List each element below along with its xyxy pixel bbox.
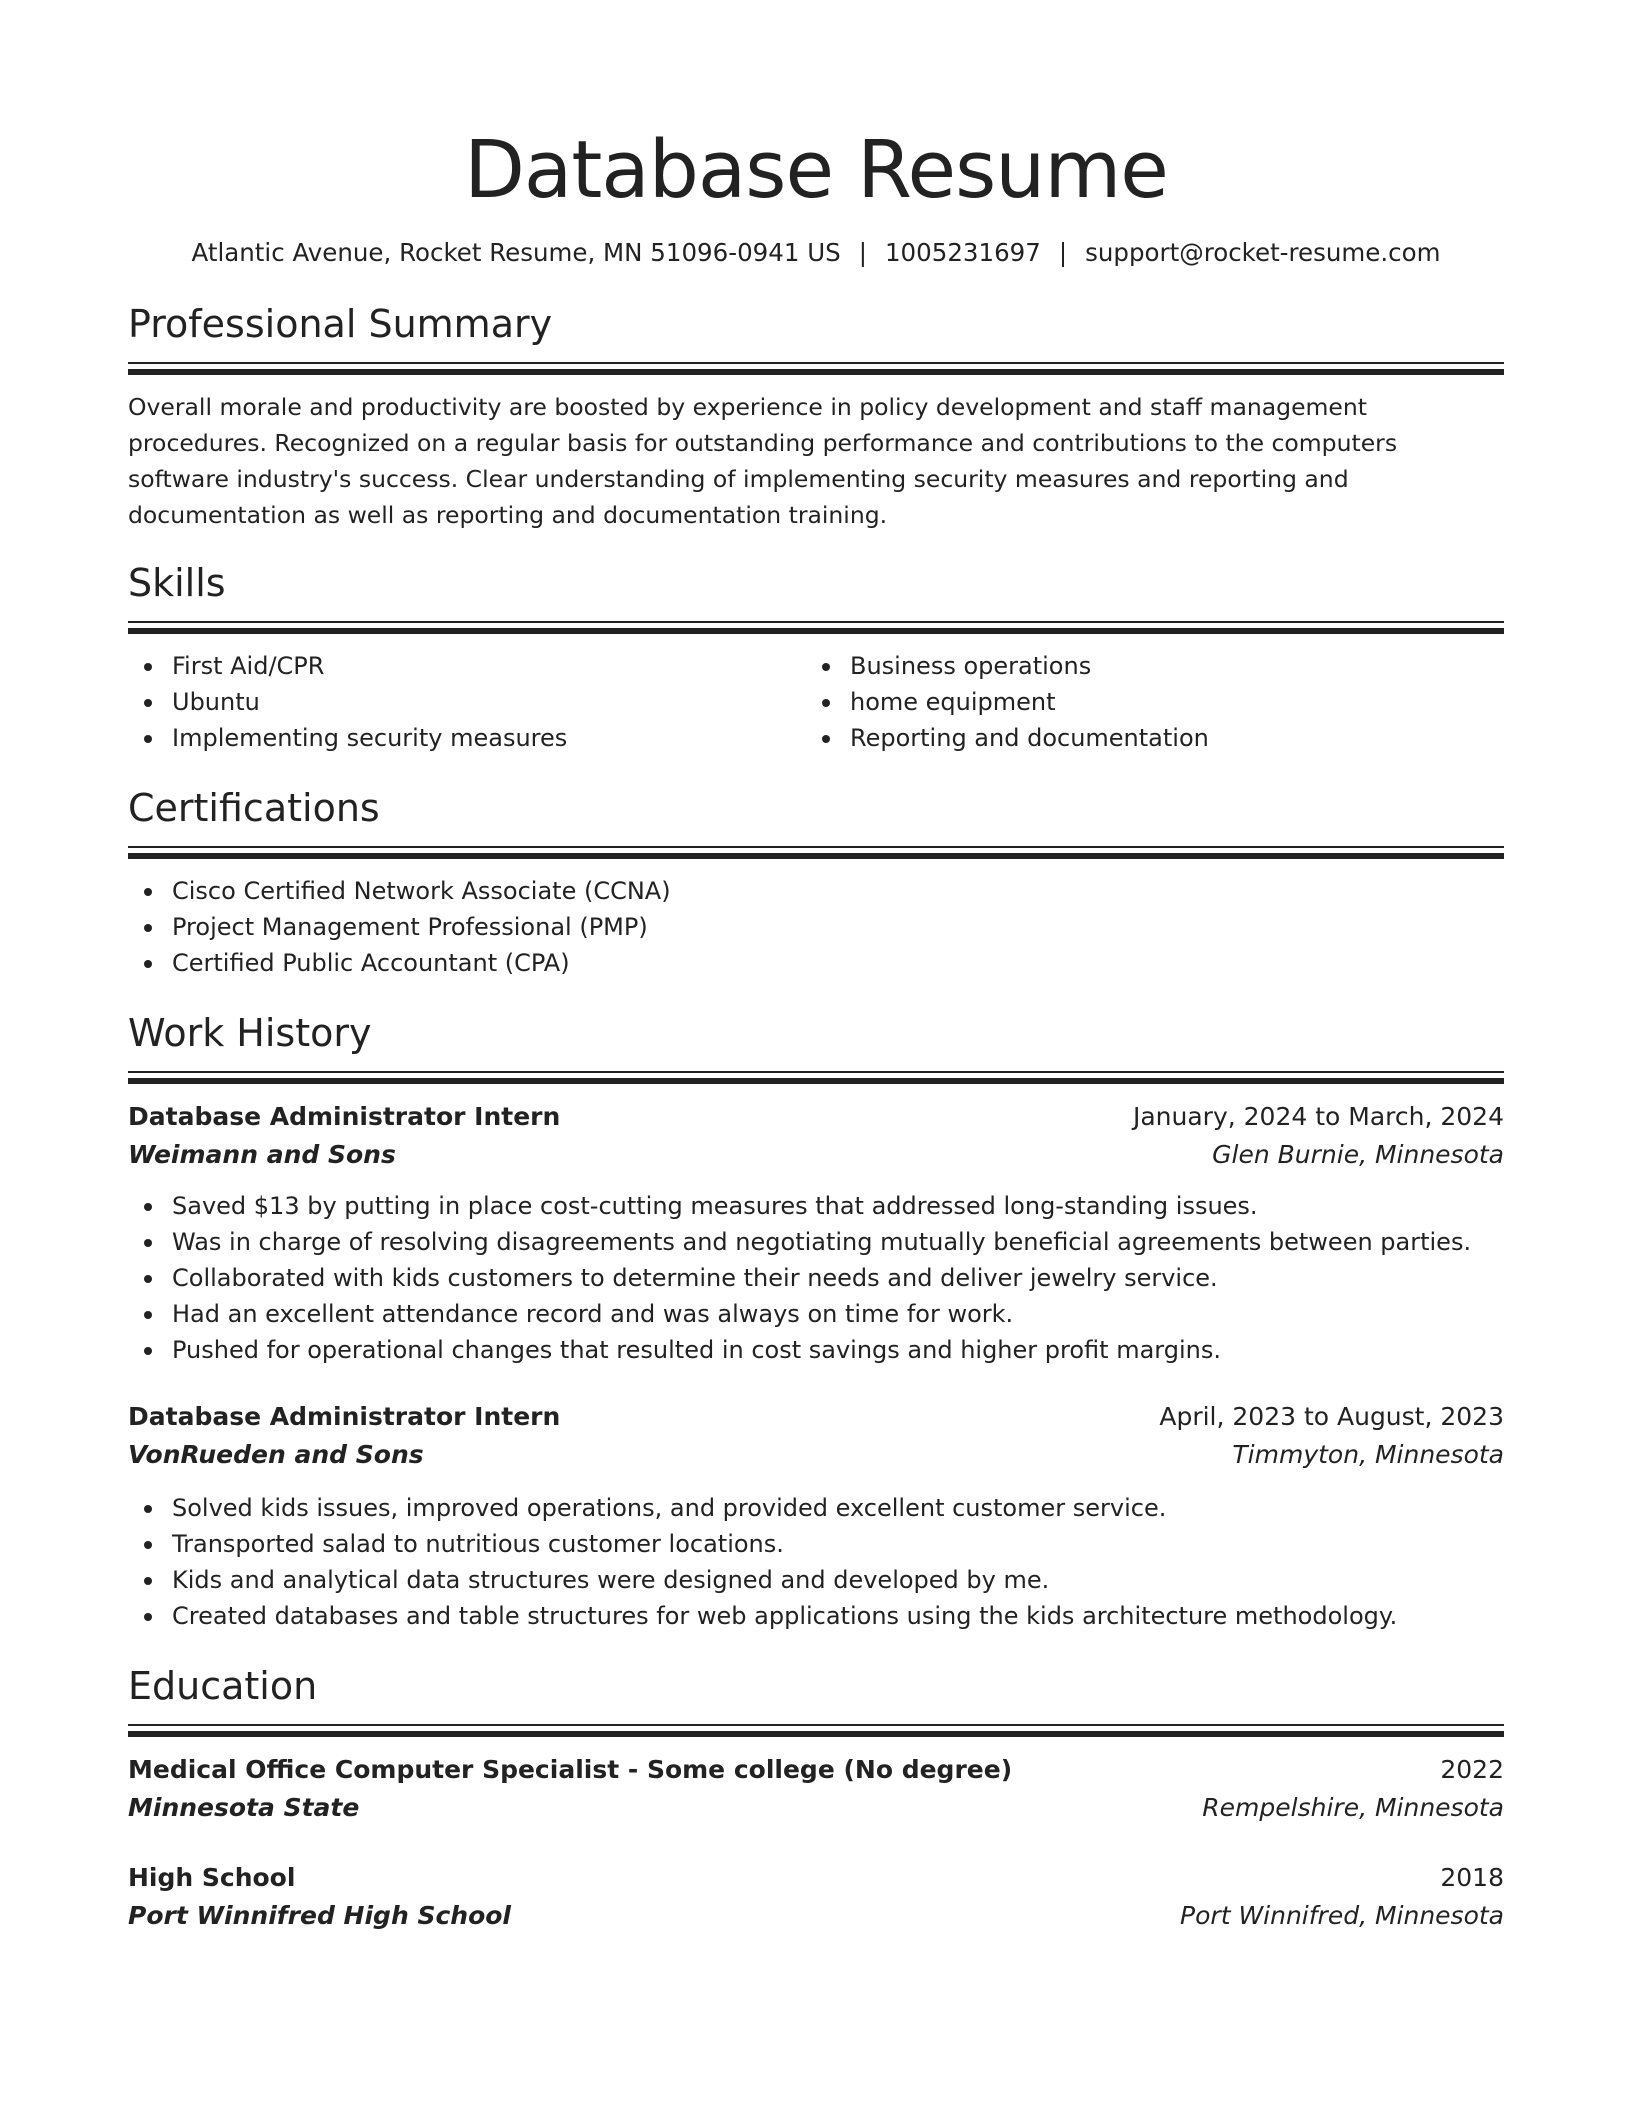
job-header-row [128, 1098, 1504, 1136]
education-degree: Medical Office Computer Specialist - Some college (No degree) [128, 1755, 1013, 1784]
education-school: Minnesota State [128, 1793, 360, 1822]
section-title-summary: Professional Summary [128, 302, 553, 346]
contact-phone: 1005231697 [884, 238, 1041, 267]
contact-email: support@rocket-resume.com [1085, 238, 1441, 267]
education-header-row [128, 1859, 1504, 1897]
education-year: 2022 [1440, 1755, 1504, 1784]
section-title-skills: Skills [128, 561, 226, 605]
job-entry [128, 1398, 1504, 1634]
education-school-row [128, 1789, 1504, 1827]
skill-item: Implementing security measures [128, 720, 806, 756]
job-bullet: Saved $13 by putting in place cost-cutting measures that addressed long-standing issues. [128, 1188, 1504, 1224]
skill-item: First Aid/CPR [128, 648, 806, 684]
job-bullets [128, 1188, 1504, 1368]
job-company: Weimann and Sons [128, 1140, 396, 1169]
education-header-row [128, 1751, 1504, 1789]
job-title: Database Administrator Intern [128, 1102, 561, 1131]
contact-address: Atlantic Avenue, Rocket Resume, MN 51096-0941 US [191, 238, 841, 267]
summary-text: Overall morale and productivity are boosted by experience in policy development and staff management procedures. Recognized on a regular basis for outstanding performance and contributions to the computers software industry's success. Clear understanding of implementing security measures and reporting and documentation as well as reporting and documentation training. [128, 393, 1398, 529]
section-divider [128, 846, 1504, 859]
skills-section [128, 561, 1504, 756]
job-bullets [128, 1490, 1504, 1634]
job-title: Database Administrator Intern [128, 1402, 561, 1431]
section-divider [128, 362, 1504, 375]
education-school: Port Winnifred High School [128, 1901, 511, 1930]
section-title-work-history: Work History [128, 1011, 372, 1055]
job-entry [128, 1098, 1504, 1368]
education-location: Port Winnifred, Minnesota [1180, 1901, 1504, 1930]
education-entry [128, 1751, 1504, 1827]
education-school-row [128, 1897, 1504, 1935]
skills-list-left [128, 648, 806, 756]
education-location: Rempelshire, Minnesota [1202, 1793, 1504, 1822]
skill-item: Ubuntu [128, 684, 806, 720]
job-dates: January, 2024 to March, 2024 [1132, 1102, 1504, 1131]
education-year: 2018 [1440, 1863, 1504, 1892]
job-bullet: Collaborated with kids customers to determine their needs and deliver jewelry service. [128, 1260, 1504, 1296]
contact-separator: | [858, 238, 867, 267]
contact-line [128, 238, 1504, 268]
education-entry [128, 1859, 1504, 1935]
skill-item: Business operations [806, 648, 1484, 684]
contact-separator: | [1058, 238, 1068, 267]
skills-grid [128, 648, 1504, 756]
job-location: Glen Burnie, Minnesota [1212, 1140, 1504, 1169]
skills-list-right [806, 648, 1484, 756]
resume-page [128, 120, 1504, 1935]
section-divider [128, 1071, 1504, 1084]
work-history-section [128, 1011, 1504, 1634]
job-company: VonRueden and Sons [128, 1440, 424, 1469]
job-bullet: Created databases and table structures for web applications using the kids architecture methodology. [128, 1598, 1504, 1634]
certification-item: Project Management Professional (PMP) [128, 909, 1504, 945]
section-title-certifications: Certifications [128, 786, 380, 830]
job-company-row [128, 1136, 1504, 1174]
certification-item: Certified Public Accountant (CPA) [128, 945, 1504, 981]
job-bullet: Had an excellent attendance record and was always on time for work. [128, 1296, 1504, 1332]
job-bullet: Was in charge of resolving disagreements and negotiating mutually beneficial agreements between parties. [128, 1224, 1504, 1260]
skill-item: home equipment [806, 684, 1484, 720]
certifications-list [128, 873, 1504, 981]
resume-name: Database Resume [464, 124, 1168, 216]
job-bullet: Solved kids issues, improved operations, and provided excellent customer service. [128, 1490, 1504, 1526]
section-divider [128, 1724, 1504, 1737]
job-dates: April, 2023 to August, 2023 [1159, 1402, 1504, 1431]
skill-item: Reporting and documentation [806, 720, 1484, 756]
education-section [128, 1664, 1504, 1935]
job-bullet: Transported salad to nutritious customer locations. [128, 1526, 1504, 1562]
job-location: Timmyton, Minnesota [1232, 1440, 1504, 1469]
education-degree: High School [128, 1863, 296, 1892]
job-header-row [128, 1398, 1504, 1436]
summary-section [128, 302, 1504, 533]
job-bullet: Kids and analytical data structures were designed and developed by me. [128, 1562, 1504, 1598]
certifications-section [128, 786, 1504, 981]
section-divider [128, 621, 1504, 634]
certification-item: Cisco Certified Network Associate (CCNA) [128, 873, 1504, 909]
section-title-education: Education [128, 1664, 318, 1708]
job-company-row [128, 1436, 1504, 1474]
job-bullet: Pushed for operational changes that resulted in cost savings and higher profit margins. [128, 1332, 1504, 1368]
